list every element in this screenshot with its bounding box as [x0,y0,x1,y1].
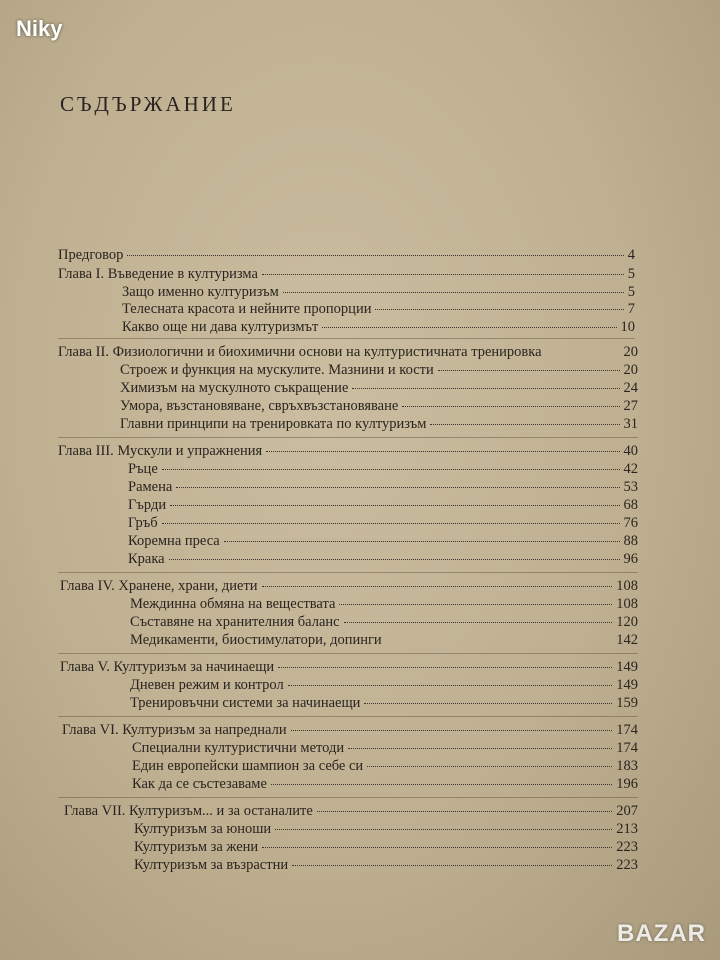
leader-dots [292,865,612,866]
toc-chapter-2 [58,343,638,361]
leader-dots [438,370,620,371]
toc-section [120,397,638,415]
leader-dots [430,424,619,425]
leader-dots [348,748,612,749]
entry-title: Гърди [128,497,167,513]
toc-section [134,820,638,838]
entry-title: Глава VII. Културизъм... и за останалите [64,803,313,819]
toc-section [128,496,638,514]
entry-title: Един европейски шампион за себе си [132,758,364,774]
entry-page: 223 [616,839,638,855]
entry-title: Гръб [128,515,158,531]
entry-title: Културизъм за жени [134,839,259,855]
toc-chapter-4 [60,577,638,595]
entry-page: 142 [616,632,638,648]
entry-title: Глава I. Въведение в културизма [58,266,258,282]
leader-dots [278,667,612,668]
leader-dots [262,274,624,275]
leader-dots [317,811,612,812]
leader-dots [176,487,619,488]
section-divider [58,572,638,573]
toc-section [132,739,638,757]
leader-dots [283,292,624,293]
entry-title: Глава V. Културизъм за начинаещи [60,659,275,675]
leader-dots [266,451,619,452]
entry-title: Междинна обмяна на веществата [130,596,336,612]
toc-section [128,478,638,496]
leader-dots [275,829,612,830]
entry-page: 213 [616,821,638,837]
toc-section [132,757,638,775]
entry-page: 183 [616,758,638,774]
toc-section [128,514,638,532]
entry-page: 149 [616,659,638,675]
entry-page: 24 [623,380,638,396]
watermark-top: Niky [16,16,63,41]
entry-title: Ръце [128,461,158,477]
toc-section [122,300,635,318]
entry-title: Съставяне на хранителния баланс [130,614,340,630]
leader-dots [288,685,613,686]
leader-dots [402,406,619,407]
toc-section [128,550,638,568]
entry-title: Главни принципи на тренировката по културизъм [120,416,427,432]
leader-dots [367,766,612,767]
page-title: СЪДЪРЖАНИЕ [60,92,236,116]
toc-chapter-5 [60,658,638,676]
entry-title: Коремна преса [128,533,220,549]
entry-title: Културизъм за юноши [134,821,272,837]
entry-title: Глава IV. Хранене, храни, диети [60,578,258,594]
entry-title: Медикаменти, биостимулатори, допинги [130,632,382,648]
leader-dots [291,730,613,731]
leader-dots [364,703,612,704]
entry-title: Дневен режим и контрол [130,677,284,693]
leader-dots [170,505,619,506]
entry-title: Културизъм за възрастни [134,857,289,873]
toc-section [120,379,638,397]
leader-dots [352,388,619,389]
leader-dots [262,586,613,587]
section-divider [58,716,638,717]
leader-dots [169,559,620,560]
leader-dots [162,523,620,524]
section-divider [58,437,638,438]
entry-title: Глава II. Физиологични и биохимични основи на културистичната тренировка [58,344,542,360]
entry-page: 20 [623,362,638,378]
entry-page: 10 [620,319,635,335]
entry-page: 40 [623,443,638,459]
entry-page: 7 [627,301,635,317]
entry-page: 108 [616,578,638,594]
entry-page: 31 [623,416,638,432]
toc-section [130,676,638,694]
leader-dots [339,604,612,605]
leader-dots [224,541,620,542]
entry-title: Химизъм на мускулното съкращение [120,380,349,396]
entry-title: Глава VI. Културизъм за напреднали [62,722,287,738]
toc-chapter-3 [58,442,638,460]
leader-dots [262,847,612,848]
leader-dots [162,469,620,470]
toc-section [120,361,638,379]
toc-entry-preface [58,246,635,264]
entry-page: 20 [623,344,638,360]
entry-title: Телесната красота и нейните пропорции [122,301,372,317]
entry-page: 5 [627,266,635,282]
toc-section [130,595,638,613]
entry-page: 174 [616,722,638,738]
section-divider [58,797,638,798]
entry-title: Умора, възстановяване, свръхвъзстановяване [120,398,399,414]
toc-section [130,613,638,631]
entry-title: Какво още ни дава културизмът [122,319,319,335]
toc-section [132,775,638,793]
toc-section [122,318,635,336]
entry-page: 53 [623,479,638,495]
entry-page: 159 [616,695,638,711]
entry-title: Защо именно културизъм [122,284,279,300]
entry-page: 120 [616,614,638,630]
entry-page: 174 [616,740,638,756]
entry-title: Строеж и функция на мускулите. Мазнини и кости [120,362,434,378]
toc-section [130,694,638,712]
entry-page: 207 [616,803,638,819]
toc-section [120,415,638,433]
toc-section [130,631,638,649]
leader-dots [344,622,613,623]
entry-page: 4 [627,247,635,263]
leader-dots [375,309,623,310]
entry-page: 196 [616,776,638,792]
toc-chapter-6 [62,721,638,739]
leader-dots [127,255,623,256]
toc-section [122,283,635,301]
section-divider [58,653,638,654]
toc-chapter-7 [64,802,638,820]
entry-title: Тренировъчни системи за начинаещи [130,695,361,711]
entry-page: 27 [623,398,638,414]
entry-title: Глава III. Мускули и упражнения [58,443,263,459]
entry-page: 68 [623,497,638,513]
toc-section [128,532,638,550]
entry-page: 149 [616,677,638,693]
entry-title: Крака [128,551,165,567]
leader-dots [271,784,612,785]
entry-title: Предговор [58,247,124,263]
entry-page: 96 [623,551,638,567]
entry-page: 42 [623,461,638,477]
section-divider [58,338,635,339]
entry-page: 5 [627,284,635,300]
entry-page: 108 [616,596,638,612]
entry-page: 76 [623,515,638,531]
toc-section [134,856,638,874]
watermark-bottom: BAZAR [617,920,706,947]
entry-page: 223 [616,857,638,873]
entry-title: Рамена [128,479,173,495]
entry-page: 88 [623,533,638,549]
leader-dots [322,327,616,328]
toc-section [134,838,638,856]
entry-title: Как да се състезаваме [132,776,267,792]
entry-title: Специални културистични методи [132,740,345,756]
toc-section [128,460,638,478]
toc-chapter-1 [58,265,635,283]
